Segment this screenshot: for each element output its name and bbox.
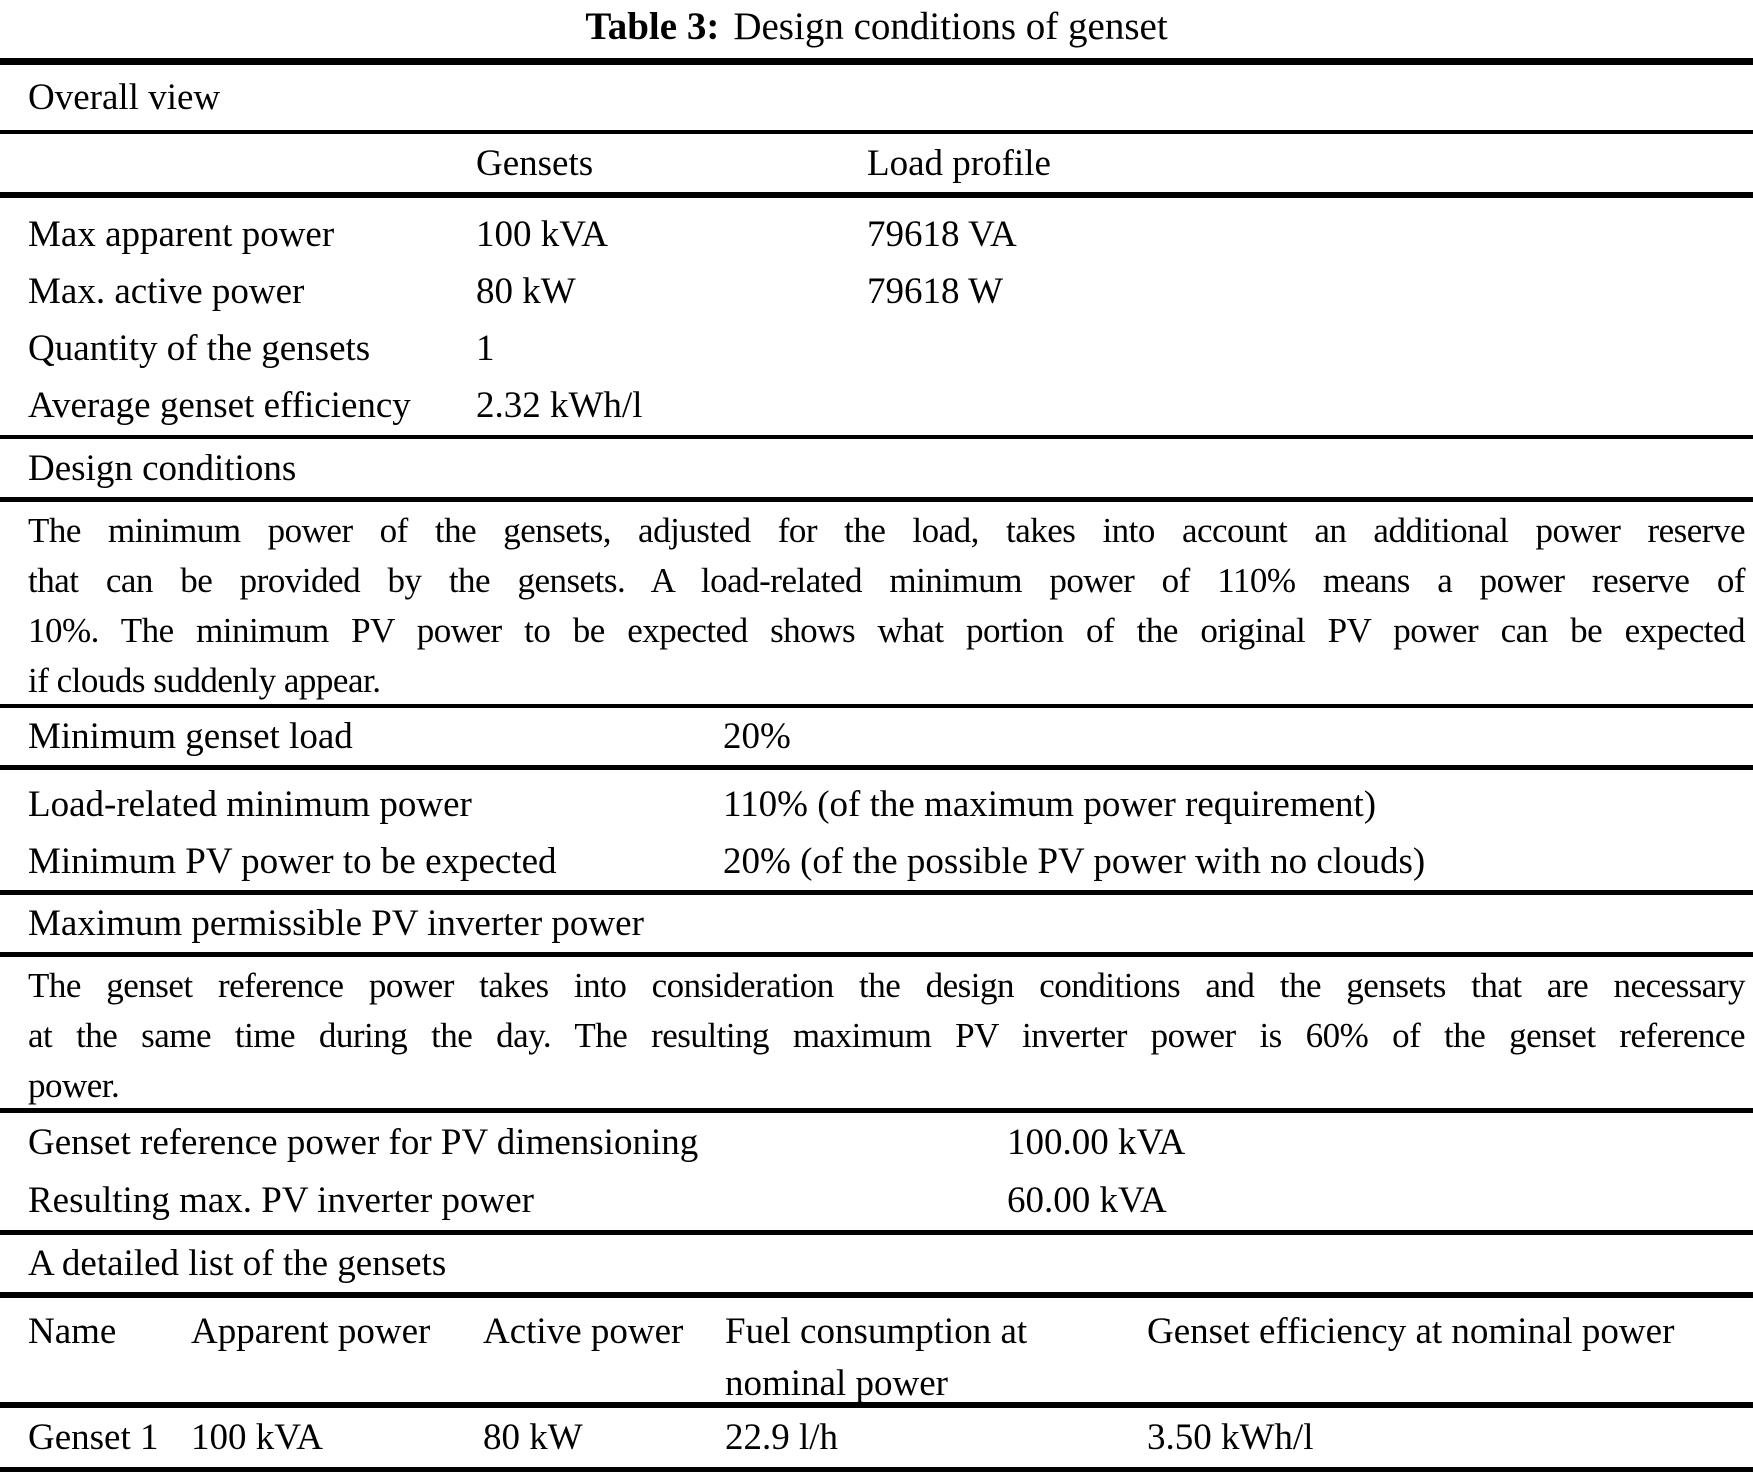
- row-load-profile-value: 79618 W: [867, 271, 1004, 312]
- table-row: [28, 1171, 1733, 1229]
- section-header-genset-list: [0, 1235, 1753, 1292]
- description-line: at the same time during the day. The resulting maximum PV inverter power is 60% of the genset reference: [28, 1016, 1745, 1055]
- row-label: Max. active power: [28, 271, 305, 312]
- row-label: Max apparent power: [28, 214, 335, 255]
- row-label: Genset reference power for PV dimensioning: [28, 1121, 699, 1163]
- row-gensets-value: 1: [476, 328, 495, 369]
- genset-active-power: 80 kW: [483, 1417, 583, 1458]
- section-header-label: Maximum permissible PV inverter power: [28, 903, 644, 944]
- row-label: Load-related minimum power: [28, 784, 472, 825]
- row-gensets-value: 100 kVA: [476, 214, 608, 255]
- horizontal-rule-top: [0, 58, 1753, 65]
- table-caption: [0, 0, 1753, 58]
- table-row: [28, 320, 1733, 377]
- row-label: Minimum genset load: [28, 716, 353, 757]
- column-header-efficiency: Genset efficiency at nominal power: [1147, 1311, 1675, 1352]
- genset-list-header-row: [0, 1298, 1753, 1402]
- row-value: 20% (of the possible PV power with no clouds): [723, 841, 1426, 882]
- row-label: Average genset efficiency: [28, 385, 411, 426]
- table-row: [28, 377, 1733, 434]
- table-row: [28, 833, 1733, 890]
- table-row: [28, 1113, 1733, 1171]
- bottom-margin: [0, 1472, 1753, 1482]
- column-header-active-power: Active power: [483, 1311, 684, 1352]
- overall-rows: [0, 198, 1753, 435]
- column-header-load-profile: Load profile: [867, 142, 1051, 184]
- pv-inverter-rows: [0, 1113, 1753, 1230]
- description-line: The minimum power of the gensets, adjusted for the load, takes into account an additional power reserve: [28, 511, 1745, 550]
- table-caption-number: Table 3:: [585, 5, 720, 48]
- genset-name: Genset 1: [28, 1417, 159, 1458]
- table-row: [28, 206, 1733, 263]
- row-value: 100.00 kVA: [1007, 1121, 1186, 1163]
- column-header-gensets: Gensets: [476, 142, 594, 184]
- section-header-pv-inverter: [0, 895, 1753, 952]
- genset-fuel-consumption: 22.9 l/h: [725, 1417, 839, 1458]
- row-label: Quantity of the gensets: [28, 328, 371, 369]
- design-conditions-description: [0, 502, 1753, 704]
- description-line: if clouds suddenly appear.: [28, 661, 381, 700]
- row-label: Resulting max. PV inverter power: [28, 1179, 534, 1221]
- genset-efficiency: 3.50 kWh/l: [1147, 1417, 1314, 1458]
- section-header-label: Overall view: [28, 77, 221, 118]
- section-header-label: A detailed list of the gensets: [28, 1243, 447, 1284]
- table-row: [28, 776, 1733, 833]
- section-header-design-conditions: [0, 439, 1753, 497]
- row-value: 60.00 kVA: [1007, 1179, 1167, 1221]
- design-condition-rows: [0, 770, 1753, 890]
- section-header-label: Design conditions: [28, 447, 297, 489]
- row-gensets-value: 80 kW: [476, 271, 576, 312]
- column-header-apparent-power: Apparent power: [191, 1311, 431, 1352]
- row-value: 110% (of the maximum power requirement): [723, 784, 1377, 825]
- table-caption-title: Design conditions of genset: [733, 5, 1168, 48]
- pv-inverter-description: [0, 957, 1753, 1108]
- row-label: Minimum PV power to be expected: [28, 841, 557, 882]
- column-header-fuel-consumption: Fuel consumption at nominal power: [725, 1311, 1028, 1404]
- row-load-profile-value: 79618 VA: [867, 214, 1017, 255]
- table-row: [0, 708, 1753, 765]
- table-row: [0, 1408, 1753, 1467]
- row-gensets-value: 2.32 kWh/l: [476, 385, 643, 426]
- genset-apparent-power: 100 kVA: [191, 1417, 323, 1458]
- section-header-overall-view: [0, 65, 1753, 130]
- table-row: [28, 263, 1733, 320]
- description-line: The genset reference power takes into consideration the design conditions and the gensets that are necessary: [28, 966, 1745, 1005]
- row-value: 20%: [723, 716, 791, 757]
- description-line: power.: [28, 1066, 120, 1105]
- column-header-name: Name: [28, 1311, 117, 1352]
- description-line: that can be provided by the gensets. A load-related minimum power of 110% means a power reserve of: [28, 561, 1745, 600]
- description-line: 10%. The minimum PV power to be expected shows what portion of the original PV power can be expected: [28, 611, 1745, 650]
- overall-column-header-row: [0, 134, 1753, 192]
